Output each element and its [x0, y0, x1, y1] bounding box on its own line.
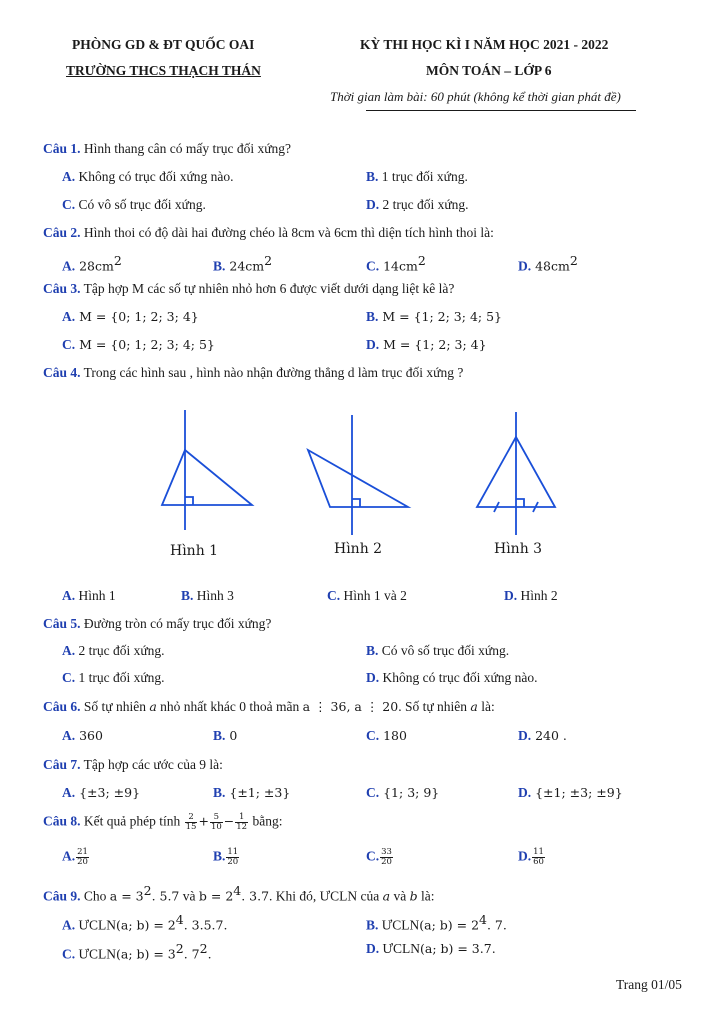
time-allowed: Thời gian làm bài: 60 phút (không kể thời gian phát đề): [330, 89, 621, 104]
option-a[interactable]: A. Hình 1: [62, 588, 116, 603]
question-label: Câu 4.: [43, 365, 81, 380]
option-a[interactable]: A. M = {0; 1; 2; 3; 4}: [62, 309, 199, 324]
option-c[interactable]: C. $\frac{33}{20}$: [366, 847, 392, 867]
question-5: [43, 616, 271, 632]
option-b[interactable]: B. $24cm^2$: [213, 253, 273, 274]
subject-title: MÔN TOÁN – LỚP 6: [426, 63, 552, 78]
option-b[interactable]: B. 1 trục đối xứng.: [366, 169, 468, 184]
question-label: Câu 6.: [43, 699, 81, 714]
option-b[interactable]: B. Hình 3: [181, 588, 234, 603]
option-a[interactable]: A. $\frac{21}{20}$: [62, 847, 88, 867]
right-angle-mark: [185, 497, 193, 505]
school-name: TRƯỜNG THCS THẠCH THÁN: [66, 63, 261, 78]
question-text: Tập hợp M các số tự nhiên nhỏ hơn 6 được viết dưới dạng liệt kê là?: [80, 281, 455, 296]
option-c[interactable]: C. $14cm^2$: [366, 253, 426, 274]
question-text: Hình thang cân có mấy trục đối xứng?: [80, 141, 292, 156]
fraction: $\frac{21}{20}$: [77, 847, 88, 867]
question-1: [43, 141, 291, 157]
exam-title: KỲ THI HỌC KÌ I NĂM HỌC 2021 - 2022: [360, 37, 609, 52]
question-3: [43, 281, 454, 297]
question-text: Tập hợp các ước của 9 là:: [80, 757, 223, 772]
question-6: Câu 6. Số tự nhiên a nhỏ nhất khác 0 thoả mãn a ⋮ 36, a ⋮ 20. Số tự nhiên a là:: [43, 699, 495, 714]
right-angle-mark: [352, 499, 360, 507]
option-c[interactable]: C. ƯCLN(a; $b) = 3^2$. $7^2$.: [62, 941, 212, 962]
question-label: Câu 1.: [43, 141, 81, 156]
option-a[interactable]: A. $28cm^2$: [62, 253, 122, 274]
question-7: [43, 757, 223, 773]
option-d[interactable]: D. 240 .: [518, 728, 567, 743]
question-9: Câu 9. Cho $a = 3^2$. 5.7 và $b = 2^4$. 3.7. Khi đó, ƯCLN của a và b là:: [43, 883, 435, 904]
option-c[interactable]: C. Có vô số trục đối xứng.: [62, 197, 206, 212]
figure-1: [162, 410, 252, 530]
question-label: Câu 9.: [43, 888, 81, 904]
department-name: PHÒNG GD & ĐT QUỐC OAI: [72, 37, 255, 52]
question-label: Câu 3.: [43, 281, 81, 296]
option-d[interactable]: D. ƯCLN(a; b) = 3.7.: [366, 941, 496, 956]
question-4: [43, 365, 463, 381]
option-c[interactable]: C. 180: [366, 728, 407, 743]
option-b[interactable]: B. $\frac{11}{20}$: [213, 847, 239, 867]
figure-2-label: Hình 2: [334, 541, 383, 557]
question-label: Câu 7.: [43, 757, 81, 772]
option-d[interactable]: D. Hình 2: [504, 588, 558, 603]
figure-1-label: Hình 1: [170, 543, 219, 559]
option-d[interactable]: D. Không có trục đối xứng nào.: [366, 670, 538, 685]
symmetry-figures: [0, 400, 725, 600]
fraction: $\frac{2}{15}$: [185, 812, 197, 832]
option-b[interactable]: B. 0: [213, 728, 238, 743]
option-d[interactable]: D. $\frac{11}{60}$: [518, 847, 544, 867]
option-b[interactable]: B. {±1; ±3}: [213, 785, 291, 800]
question-text: Đường tròn có mấy trục đối xứng?: [80, 616, 272, 631]
question-text: Hình thoi có độ dài hai đường chéo là 8cm và 6cm thì diện tích hình thoi là:: [80, 225, 494, 240]
option-a[interactable]: A. 360: [62, 728, 103, 743]
option-b[interactable]: B. ƯCLN(a; $b) = 2^4$. 7.: [366, 912, 507, 933]
option-c[interactable]: C. {1; 3; 9}: [366, 785, 440, 800]
question-label: Câu 8.: [43, 813, 81, 829]
fraction: $\frac{11}{20}$: [227, 847, 239, 867]
option-b[interactable]: B. M = {1; 2; 3; 4; 5}: [366, 309, 502, 324]
option-d[interactable]: D. 2 trục đối xứng.: [366, 197, 469, 212]
option-b[interactable]: B. Có vô số trục đối xứng.: [366, 643, 510, 658]
option-d[interactable]: D. $48cm^2$: [518, 253, 578, 274]
option-c[interactable]: C. M = {0; 1; 2; 3; 4; 5}: [62, 337, 215, 352]
fraction: $\frac{5}{10}$: [210, 812, 222, 832]
question-2: [43, 225, 494, 241]
fraction: $\frac{1}{12}$: [236, 812, 248, 832]
figure-2: [308, 415, 408, 535]
question-8: Câu 8. Kết quả phép tính $\frac{2}{15}$ + $\frac{5}{10}$ − $\frac{1}{12}$ bằng:: [43, 812, 283, 832]
figure-3: [477, 412, 555, 535]
option-c[interactable]: C. Hình 1 và 2: [327, 588, 407, 603]
fraction: $\frac{33}{20}$: [381, 847, 392, 867]
option-a[interactable]: A. {±3; ±9}: [62, 785, 141, 800]
question-label: Câu 5.: [43, 616, 81, 631]
option-d[interactable]: D. M = {1; 2; 3; 4}: [366, 337, 487, 352]
option-a[interactable]: A. Không có trục đối xứng nào.: [62, 169, 234, 184]
figure-3-label: Hình 3: [494, 541, 543, 557]
option-a[interactable]: A. 2 trục đối xứng.: [62, 643, 165, 658]
fraction: $\frac{11}{60}$: [533, 847, 544, 867]
option-d[interactable]: D. {±1; ±3; ±9}: [518, 785, 623, 800]
header-divider: [366, 110, 636, 111]
triangle: [162, 450, 252, 505]
right-angle-mark: [516, 499, 524, 507]
question-label: Câu 2.: [43, 225, 81, 240]
question-text: Trong các hình sau , hình nào nhận đường thẳng d làm trục đối xứng ?: [80, 365, 464, 380]
option-c[interactable]: C. 1 trục đối xứng.: [62, 670, 165, 685]
option-a[interactable]: A. ƯCLN(a; $b) = 2^4$. 3.5.7.: [62, 912, 228, 933]
page-number: Trang 01/05: [616, 977, 682, 992]
